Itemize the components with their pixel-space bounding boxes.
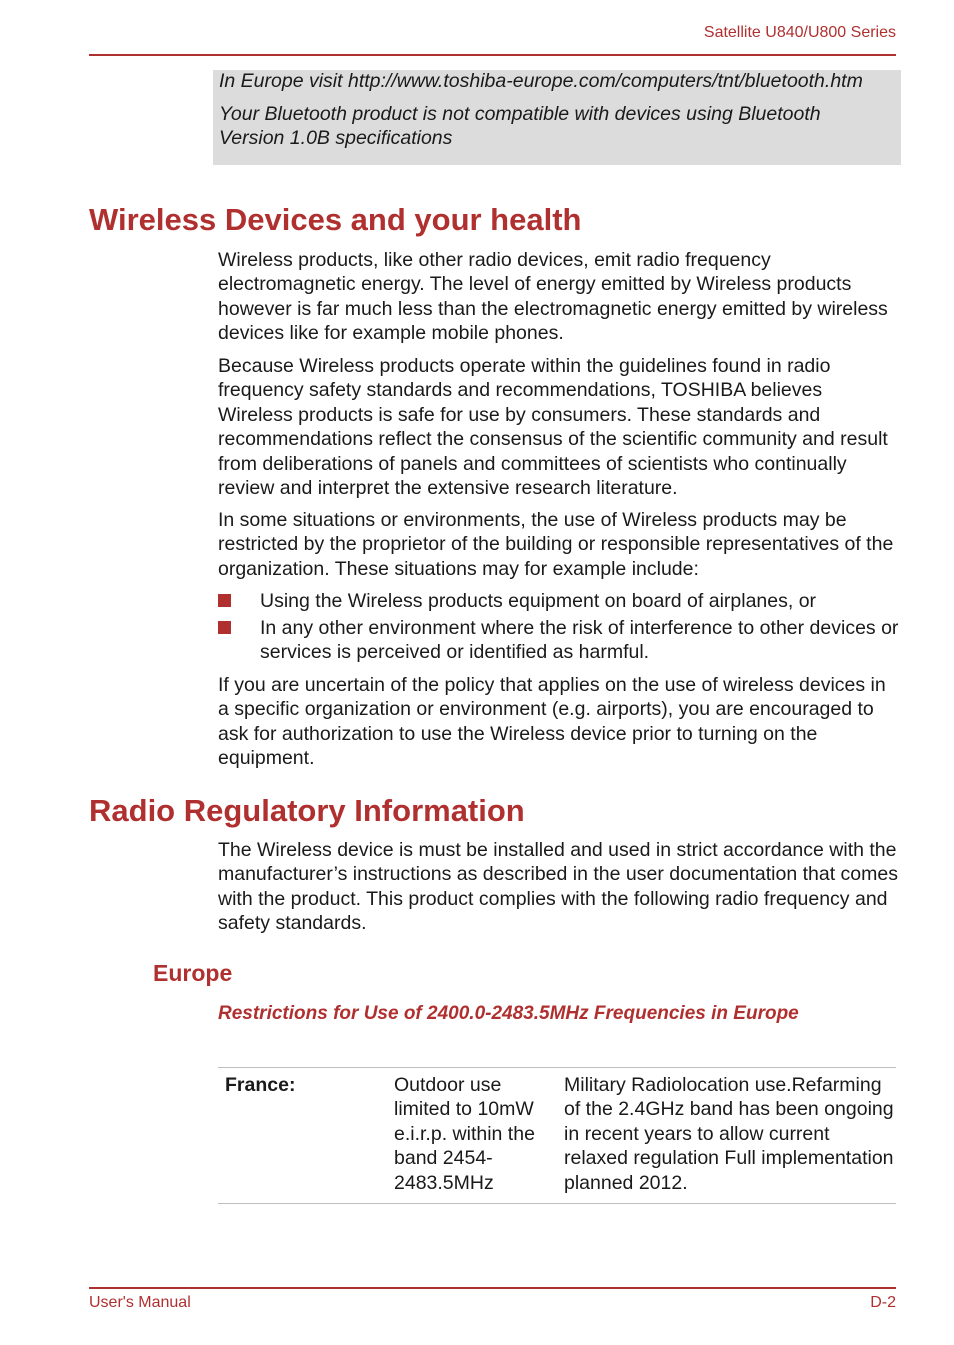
table-cell-usage: Outdoor use limited to 10mW e.i.r.p. within the band 2454-2483.5MHz bbox=[394, 1074, 535, 1194]
paragraph-standards: Because Wireless products operate within the guidelines found in radio frequency safety standards and recommendations, TOSHIBA believes Wireless products is safe for use by consumers. These standards and recommendations reflect the consensus of the scientific community and result from deliberations of panels and committees of scientists who continually review and interpret the extensive research literature. bbox=[218, 355, 888, 500]
bullet-text: In any other environment where the risk of interference to other devices or services is perceived or identified as harmful. bbox=[260, 617, 899, 664]
heading-europe: Europe bbox=[153, 960, 233, 986]
heading-restrictions: Restrictions for Use of 2400.0-2483.5MHz Frequencies in Europe bbox=[218, 1003, 799, 1024]
heading-wireless-health: Wireless Devices and your health bbox=[89, 202, 582, 237]
paragraph-situations: In some situations or environments, the use of Wireless products may be restricted by the proprietor of the building or responsible representatives of the organization. These situations may for example include: bbox=[218, 509, 894, 580]
footer-rule bbox=[89, 1287, 896, 1289]
table-bottom-rule bbox=[218, 1203, 896, 1204]
table-cell-country: France: bbox=[225, 1074, 296, 1096]
note-line-3: Version 1.0B specifications bbox=[219, 127, 453, 149]
bullet-square-icon bbox=[218, 621, 231, 634]
note-line-1: In Europe visit http://www.toshiba-europe.com/computers/tnt/bluetooth.htm bbox=[219, 70, 863, 92]
table-cell-note: Military Radiolocation use.Refarming of the 2.4GHz band has been ongoing in recent years to allow current relaxed regulation Full implementation planned 2012. bbox=[564, 1074, 894, 1194]
heading-radio-regulatory: Radio Regulatory Information bbox=[89, 793, 525, 828]
paragraph-energy: Wireless products, like other radio devices, emit radio frequency electromagnetic energy. The level of energy emitted by Wireless products however is far much less than the electromagnetic energy emitted by wireless devices like for example mobile phones. bbox=[218, 249, 888, 345]
footer-manual-label: User's Manual bbox=[89, 1294, 191, 1311]
bullet-square-icon bbox=[218, 594, 231, 607]
paragraph-policy: If you are uncertain of the policy that applies on the use of wireless devices in a specific organization or environment (e.g. airports), you are encouraged to ask for authorization to use the Wireless device prior to turning on the equipment. bbox=[218, 674, 886, 770]
header-rule bbox=[89, 54, 896, 56]
page-header-title: Satellite U840/U800 Series bbox=[703, 24, 896, 41]
page-number: D-2 bbox=[870, 1294, 896, 1311]
bullet-text: Using the Wireless products equipment on board of airplanes, or bbox=[260, 590, 817, 612]
table-top-rule bbox=[218, 1067, 896, 1068]
paragraph-compliance: The Wireless device is must be installed and used in strict accordance with the manufacturer’s instructions as described in the user documentation that comes with the product. This product complies with the following radio frequency and safety standards. bbox=[218, 839, 898, 935]
note-line-2: Your Bluetooth product is not compatible with devices using Bluetooth bbox=[219, 103, 821, 125]
